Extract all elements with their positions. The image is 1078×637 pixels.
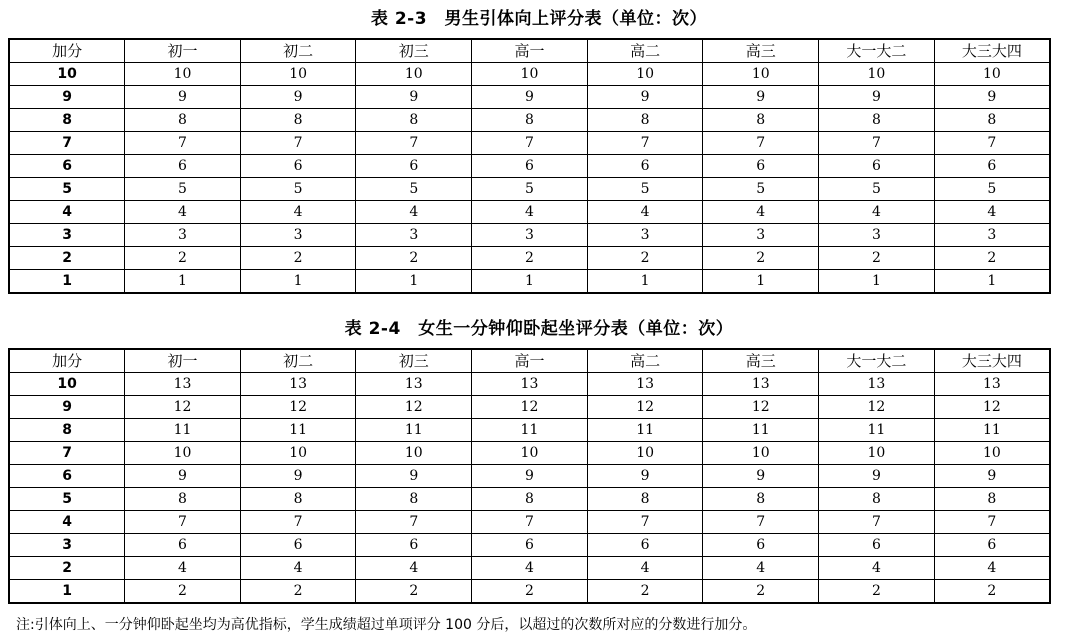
count-cell: 5 <box>819 178 935 201</box>
count-cell: 2 <box>934 247 1050 270</box>
count-cell: 10 <box>240 63 356 86</box>
count-cell: 10 <box>125 63 241 86</box>
count-cell: 8 <box>587 488 703 511</box>
table-row <box>9 557 1050 580</box>
table-row <box>9 396 1050 419</box>
count-cell: 1 <box>703 270 819 294</box>
col-header-grade-7: 初一 <box>125 349 241 373</box>
count-cell: 3 <box>703 224 819 247</box>
table-row <box>9 86 1050 109</box>
count-cell: 10 <box>934 63 1050 86</box>
count-cell: 5 <box>240 178 356 201</box>
col-header-grade-11: 高二 <box>587 349 703 373</box>
count-cell: 7 <box>125 132 241 155</box>
col-header-grade-7: 初一 <box>125 39 241 63</box>
count-cell: 13 <box>703 373 819 396</box>
count-cell: 9 <box>703 86 819 109</box>
count-cell: 9 <box>125 465 241 488</box>
count-cell: 3 <box>125 224 241 247</box>
count-cell: 9 <box>587 465 703 488</box>
count-cell: 10 <box>472 63 588 86</box>
count-cell: 8 <box>934 109 1050 132</box>
count-cell: 13 <box>819 373 935 396</box>
count-cell: 4 <box>240 201 356 224</box>
table-row <box>9 63 1050 86</box>
table-2-4-title: 表 2-4 女生一分钟仰卧起坐评分表（单位：次） <box>344 319 734 339</box>
table-row <box>9 178 1050 201</box>
bonus-points-cell: 1 <box>9 580 125 604</box>
count-cell: 6 <box>819 534 935 557</box>
footnote: 注:引体向上、一分钟仰卧起坐均为高优指标，学生成绩超过单项评分 100 分后，以超过的次数所对应的分数进行加分。 <box>16 617 757 633</box>
count-cell: 5 <box>934 178 1050 201</box>
count-cell: 9 <box>472 465 588 488</box>
count-cell: 3 <box>472 224 588 247</box>
count-cell: 4 <box>819 557 935 580</box>
table-row <box>9 270 1050 294</box>
col-header-grade-11: 高二 <box>587 39 703 63</box>
table-body <box>9 63 1050 294</box>
count-cell: 8 <box>587 109 703 132</box>
bonus-points-cell: 3 <box>9 224 125 247</box>
count-cell: 13 <box>356 373 472 396</box>
col-header-bonus: 加分 <box>9 39 125 63</box>
count-cell: 1 <box>125 270 241 294</box>
col-header-grade-8: 初二 <box>240 39 356 63</box>
count-cell: 8 <box>356 488 472 511</box>
count-cell: 4 <box>934 201 1050 224</box>
count-cell: 7 <box>587 132 703 155</box>
count-cell: 1 <box>587 270 703 294</box>
count-cell: 12 <box>240 396 356 419</box>
count-cell: 6 <box>703 534 819 557</box>
count-cell: 6 <box>934 534 1050 557</box>
table-row <box>9 373 1050 396</box>
count-cell: 4 <box>587 557 703 580</box>
table-row <box>9 109 1050 132</box>
col-header-grade-10: 高一 <box>472 349 588 373</box>
table-row <box>9 511 1050 534</box>
count-cell: 7 <box>125 511 241 534</box>
count-cell: 8 <box>240 109 356 132</box>
table-row <box>9 132 1050 155</box>
count-cell: 5 <box>703 178 819 201</box>
count-cell: 2 <box>240 247 356 270</box>
count-cell: 2 <box>472 247 588 270</box>
count-cell: 9 <box>356 86 472 109</box>
col-header-university-3-4: 大三大四 <box>934 349 1050 373</box>
count-cell: 11 <box>703 419 819 442</box>
count-cell: 10 <box>587 63 703 86</box>
bonus-points-cell: 6 <box>9 465 125 488</box>
count-cell: 10 <box>819 442 935 465</box>
count-cell: 10 <box>356 442 472 465</box>
count-cell: 8 <box>819 109 935 132</box>
count-cell: 11 <box>587 419 703 442</box>
count-cell: 8 <box>819 488 935 511</box>
count-cell: 8 <box>703 109 819 132</box>
count-cell: 2 <box>356 580 472 604</box>
count-cell: 10 <box>356 63 472 86</box>
count-cell: 13 <box>240 373 356 396</box>
bonus-points-cell: 6 <box>9 155 125 178</box>
count-cell: 2 <box>587 580 703 604</box>
count-cell: 6 <box>472 155 588 178</box>
col-header-grade-10: 高一 <box>472 39 588 63</box>
count-cell: 9 <box>934 465 1050 488</box>
count-cell: 6 <box>587 155 703 178</box>
count-cell: 2 <box>934 580 1050 604</box>
count-cell: 4 <box>587 201 703 224</box>
count-cell: 4 <box>472 557 588 580</box>
count-cell: 7 <box>240 132 356 155</box>
bonus-points-cell: 2 <box>9 557 125 580</box>
table-row <box>9 155 1050 178</box>
male-pullup-score-table <box>8 38 1051 294</box>
bonus-points-cell: 3 <box>9 534 125 557</box>
count-cell: 4 <box>356 201 472 224</box>
count-cell: 6 <box>356 155 472 178</box>
count-cell: 8 <box>356 109 472 132</box>
count-cell: 4 <box>472 201 588 224</box>
bonus-points-cell: 7 <box>9 132 125 155</box>
count-cell: 6 <box>240 534 356 557</box>
count-cell: 7 <box>819 132 935 155</box>
count-cell: 10 <box>819 63 935 86</box>
count-cell: 8 <box>472 109 588 132</box>
count-cell: 4 <box>703 557 819 580</box>
table-row <box>9 442 1050 465</box>
count-cell: 4 <box>703 201 819 224</box>
table-header-row <box>9 39 1050 63</box>
count-cell: 8 <box>703 488 819 511</box>
count-cell: 7 <box>819 511 935 534</box>
count-cell: 2 <box>587 247 703 270</box>
count-cell: 10 <box>703 63 819 86</box>
count-cell: 13 <box>125 373 241 396</box>
bonus-points-cell: 10 <box>9 373 125 396</box>
count-cell: 9 <box>125 86 241 109</box>
count-cell: 4 <box>125 557 241 580</box>
bonus-points-cell: 9 <box>9 86 125 109</box>
count-cell: 9 <box>587 86 703 109</box>
count-cell: 13 <box>472 373 588 396</box>
count-cell: 7 <box>587 511 703 534</box>
count-cell: 11 <box>356 419 472 442</box>
count-cell: 4 <box>934 557 1050 580</box>
col-header-grade-12: 高三 <box>703 349 819 373</box>
bonus-points-cell: 1 <box>9 270 125 294</box>
count-cell: 9 <box>240 86 356 109</box>
table-body <box>9 373 1050 604</box>
female-situp-score-table <box>8 348 1051 604</box>
col-header-university-1-2: 大一大二 <box>819 349 935 373</box>
count-cell: 9 <box>703 465 819 488</box>
count-cell: 5 <box>125 178 241 201</box>
bonus-points-cell: 7 <box>9 442 125 465</box>
count-cell: 12 <box>703 396 819 419</box>
count-cell: 10 <box>587 442 703 465</box>
count-cell: 10 <box>472 442 588 465</box>
count-cell: 1 <box>472 270 588 294</box>
count-cell: 6 <box>934 155 1050 178</box>
count-cell: 3 <box>587 224 703 247</box>
count-cell: 3 <box>819 224 935 247</box>
count-cell: 10 <box>934 442 1050 465</box>
count-cell: 5 <box>472 178 588 201</box>
count-cell: 2 <box>819 580 935 604</box>
count-cell: 6 <box>703 155 819 178</box>
count-cell: 11 <box>819 419 935 442</box>
count-cell: 3 <box>240 224 356 247</box>
count-cell: 4 <box>240 557 356 580</box>
count-cell: 6 <box>819 155 935 178</box>
count-cell: 2 <box>125 247 241 270</box>
count-cell: 2 <box>240 580 356 604</box>
count-cell: 4 <box>356 557 472 580</box>
table-row <box>9 201 1050 224</box>
bonus-points-cell: 4 <box>9 201 125 224</box>
count-cell: 6 <box>240 155 356 178</box>
count-cell: 8 <box>934 488 1050 511</box>
count-cell: 2 <box>125 580 241 604</box>
count-cell: 11 <box>472 419 588 442</box>
count-cell: 9 <box>819 465 935 488</box>
count-cell: 11 <box>125 419 241 442</box>
count-cell: 1 <box>240 270 356 294</box>
count-cell: 2 <box>819 247 935 270</box>
table-row <box>9 580 1050 604</box>
count-cell: 7 <box>356 511 472 534</box>
col-header-university-1-2: 大一大二 <box>819 39 935 63</box>
count-cell: 9 <box>356 465 472 488</box>
table-header-row <box>9 349 1050 373</box>
bonus-points-cell: 5 <box>9 178 125 201</box>
count-cell: 11 <box>240 419 356 442</box>
count-cell: 4 <box>125 201 241 224</box>
count-cell: 6 <box>125 534 241 557</box>
count-cell: 11 <box>934 419 1050 442</box>
table-row <box>9 488 1050 511</box>
count-cell: 8 <box>125 488 241 511</box>
count-cell: 7 <box>240 511 356 534</box>
count-cell: 13 <box>587 373 703 396</box>
table-row <box>9 534 1050 557</box>
col-header-grade-9: 初三 <box>356 349 472 373</box>
count-cell: 7 <box>356 132 472 155</box>
count-cell: 8 <box>125 109 241 132</box>
count-cell: 12 <box>472 396 588 419</box>
table-2-3-title: 表 2-3 男生引体向上评分表（单位：次） <box>370 9 708 29</box>
col-header-university-3-4: 大三大四 <box>934 39 1050 63</box>
table-row <box>9 247 1050 270</box>
bonus-points-cell: 10 <box>9 63 125 86</box>
count-cell: 12 <box>356 396 472 419</box>
bonus-points-cell: 9 <box>9 396 125 419</box>
count-cell: 9 <box>240 465 356 488</box>
count-cell: 7 <box>934 511 1050 534</box>
count-cell: 8 <box>472 488 588 511</box>
count-cell: 7 <box>472 132 588 155</box>
count-cell: 1 <box>934 270 1050 294</box>
count-cell: 7 <box>703 511 819 534</box>
count-cell: 5 <box>356 178 472 201</box>
count-cell: 7 <box>472 511 588 534</box>
bonus-points-cell: 2 <box>9 247 125 270</box>
count-cell: 10 <box>240 442 356 465</box>
bonus-points-cell: 8 <box>9 109 125 132</box>
count-cell: 2 <box>472 580 588 604</box>
count-cell: 12 <box>934 396 1050 419</box>
col-header-grade-8: 初二 <box>240 349 356 373</box>
count-cell: 5 <box>587 178 703 201</box>
count-cell: 1 <box>356 270 472 294</box>
count-cell: 12 <box>125 396 241 419</box>
count-cell: 6 <box>472 534 588 557</box>
bonus-points-cell: 5 <box>9 488 125 511</box>
bonus-points-cell: 8 <box>9 419 125 442</box>
count-cell: 3 <box>356 224 472 247</box>
table-row <box>9 419 1050 442</box>
count-cell: 7 <box>703 132 819 155</box>
count-cell: 3 <box>934 224 1050 247</box>
count-cell: 12 <box>819 396 935 419</box>
count-cell: 7 <box>934 132 1050 155</box>
col-header-bonus: 加分 <box>9 349 125 373</box>
table-row <box>9 224 1050 247</box>
count-cell: 6 <box>125 155 241 178</box>
count-cell: 2 <box>356 247 472 270</box>
count-cell: 8 <box>240 488 356 511</box>
table-row <box>9 465 1050 488</box>
count-cell: 6 <box>356 534 472 557</box>
count-cell: 10 <box>125 442 241 465</box>
count-cell: 4 <box>819 201 935 224</box>
bonus-points-cell: 4 <box>9 511 125 534</box>
count-cell: 9 <box>934 86 1050 109</box>
col-header-grade-12: 高三 <box>703 39 819 63</box>
count-cell: 9 <box>819 86 935 109</box>
count-cell: 12 <box>587 396 703 419</box>
col-header-grade-9: 初三 <box>356 39 472 63</box>
count-cell: 6 <box>587 534 703 557</box>
count-cell: 1 <box>819 270 935 294</box>
count-cell: 9 <box>472 86 588 109</box>
count-cell: 10 <box>703 442 819 465</box>
count-cell: 2 <box>703 580 819 604</box>
count-cell: 13 <box>934 373 1050 396</box>
count-cell: 2 <box>703 247 819 270</box>
